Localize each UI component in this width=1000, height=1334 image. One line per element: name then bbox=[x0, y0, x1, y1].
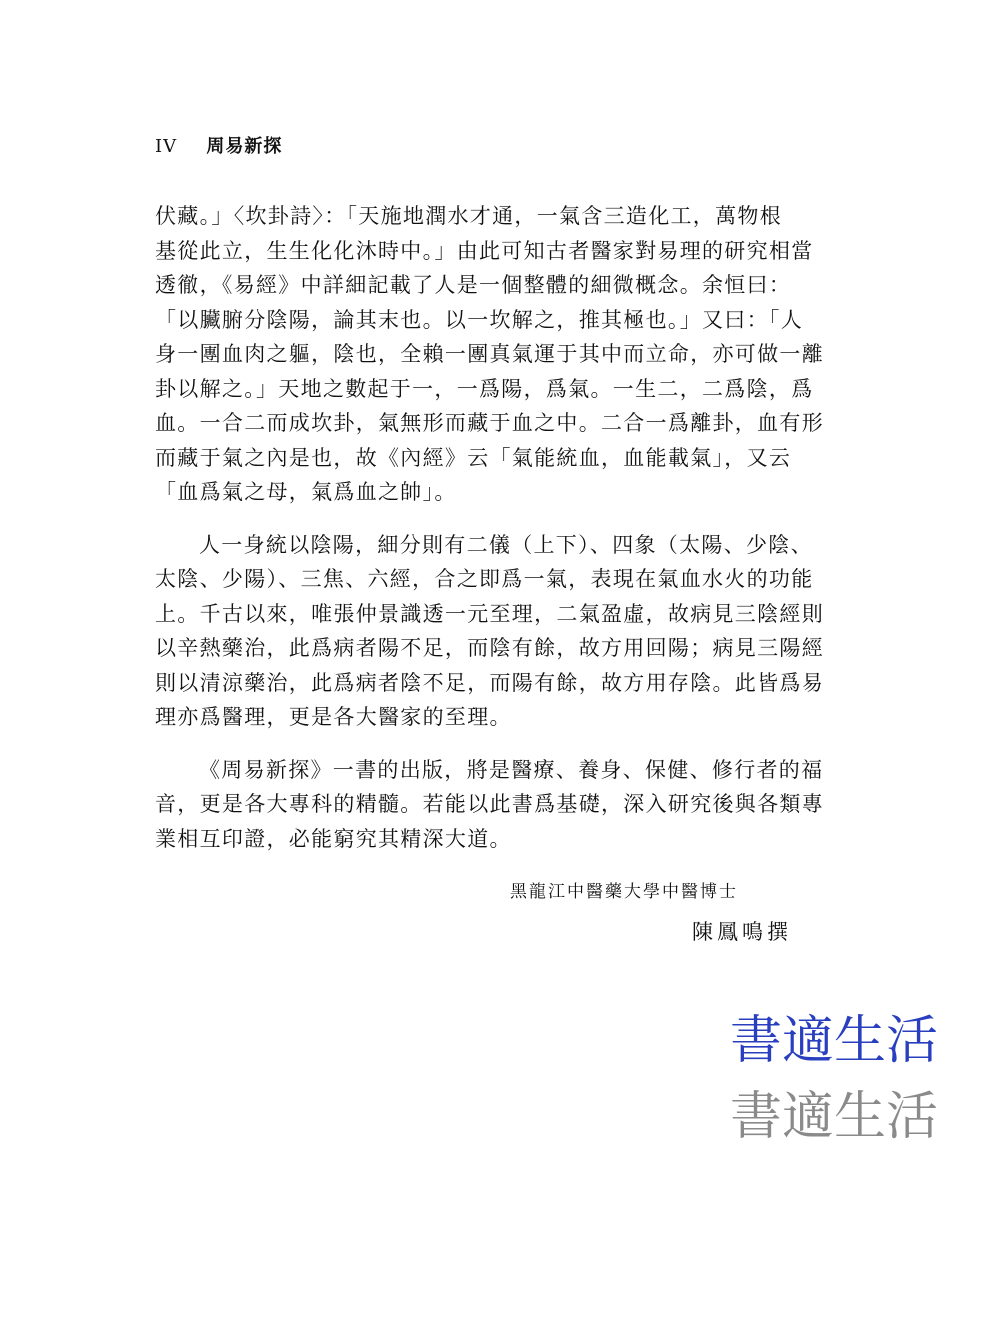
text-line: 「血爲氣之母，氣爲血之帥」。 bbox=[155, 480, 457, 504]
text-line: 基從此立，生生化化沐時中。」由此可知古者醫家對易理的研究相當 bbox=[155, 238, 814, 263]
running-header bbox=[155, 132, 282, 158]
text-line: 上。千古以來，唯張仲景識透一元至理，二氣盈虛，故病見三陰經則 bbox=[155, 601, 824, 626]
text-line: 「以臟腑分陰陽，論其末也。以一坎解之，推其極也。」又曰：「人 bbox=[155, 307, 803, 332]
watermark-gray: 書適生活 bbox=[730, 1087, 939, 1147]
watermark-blue: 書適生活 bbox=[730, 1011, 939, 1071]
text-line: 而藏于氣之內是也，故《內經》云「氣能統血，血能載氣」，又云 bbox=[155, 445, 792, 470]
paragraph bbox=[155, 528, 827, 735]
text-line: 音，更是各大專科的精髓。若能以此書爲基礎，深入研究後與各類專 bbox=[155, 792, 824, 816]
text-line: 理亦爲醫理，更是各大醫家的至理。 bbox=[155, 705, 512, 729]
paragraph bbox=[155, 753, 827, 857]
text-line: 人一身統以陰陽，細分則有二儀（上下）、四象（太陽、少陰、 bbox=[199, 532, 813, 557]
book-title: 周易新探 bbox=[206, 136, 283, 157]
text-line: 業相互印證，必能窮究其精深大道。 bbox=[155, 826, 512, 851]
text-line: 身一團血肉之軀，陰也，全賴一團真氣運于其中而立命，亦可做一離 bbox=[155, 342, 824, 366]
body-text bbox=[155, 199, 827, 874]
text-line: 《周易新探》一書的出版，將是醫療、養身、保健、修行者的福 bbox=[199, 757, 824, 782]
text-line: 血。一合二而成坎卦，氣無形而藏于血之中。二合一爲離卦，血有形 bbox=[155, 411, 824, 435]
text-line: 透徹，《易經》中詳細記載了人是一個整體的細微概念。余恒曰： bbox=[155, 273, 792, 297]
text-line: 以辛熱藥治，此爲病者陽不足，而陰有餘，故方用回陽；病見三陽經 bbox=[155, 636, 824, 660]
author-signature: 陳鳳鳴撰 bbox=[692, 920, 792, 944]
paragraph bbox=[155, 199, 827, 510]
text-line: 則以清涼藥治，此爲病者陰不足，而陽有餘，故方用存陰。此皆爲易 bbox=[155, 670, 824, 695]
text-line: 卦以解之。」天地之數起于一，一爲陽，爲氣。一生二，二爲陰，爲 bbox=[155, 376, 814, 401]
page-number: IV bbox=[155, 136, 178, 157]
text-line: 太陰、少陽）、三焦、六經，合之即爲一氣，表現在氣血水火的功能 bbox=[155, 567, 814, 591]
author-affiliation: 黑龍江中醫藥大學中醫博士 bbox=[510, 882, 738, 902]
text-line: 伏藏。」〈坎卦詩〉：「天施地潤水才通，一氣含三造化工，萬物根 bbox=[155, 204, 782, 228]
